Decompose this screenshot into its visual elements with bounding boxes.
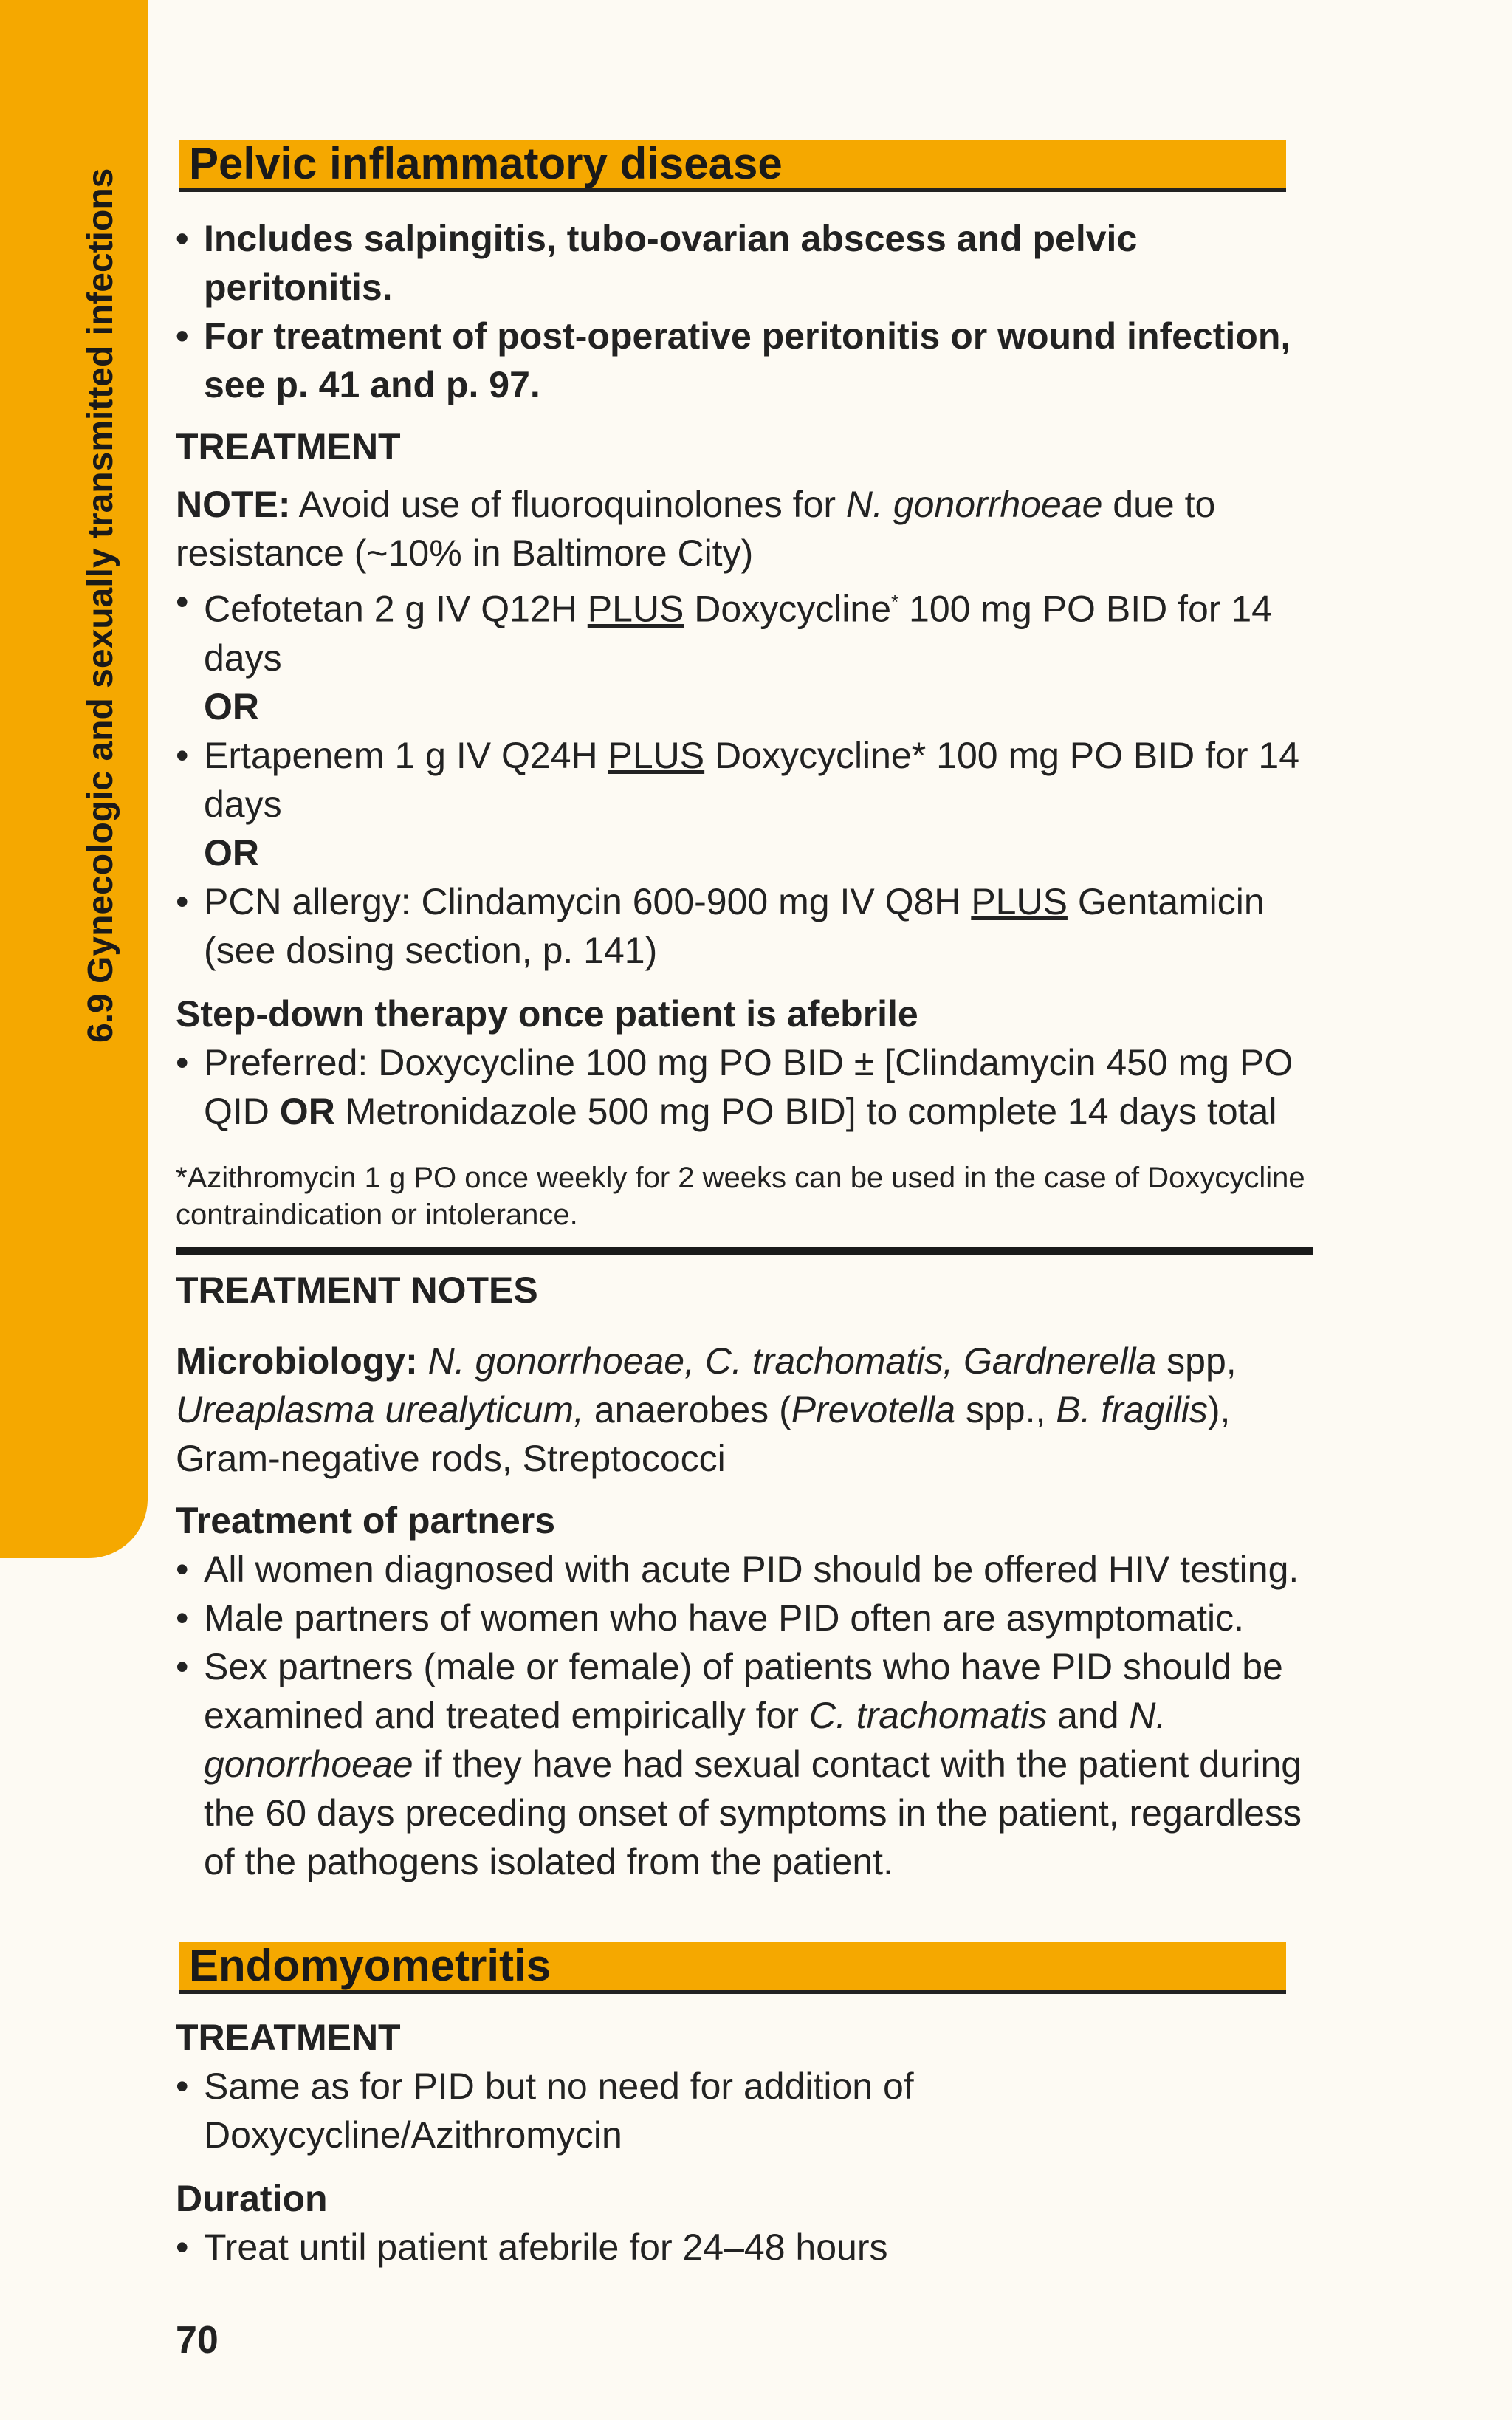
stepdown-text: Metronidazole 500 mg PO BID] to complete 14 days total xyxy=(334,1090,1277,1132)
page-number: 70 xyxy=(176,2319,219,2362)
microbiology-text: ), Gram-negative rods, Streptococci xyxy=(176,1388,1231,1479)
pid-intro-list xyxy=(176,214,1327,409)
stepdown-text: Preferred: Doxycycline 100 mg PO BID ± [Clindamycin 450 mg PO QID xyxy=(204,1041,1293,1132)
page-content xyxy=(176,140,1327,2272)
treatment-notes-heading: TREATMENT NOTES xyxy=(176,1269,538,1311)
list-item: • Includes salpingitis, tubo-ovarian abscess and pelvic peritonitis. xyxy=(176,214,1327,312)
pid-note xyxy=(176,480,1327,577)
regimen-text: Gentamicin (see dosing section, p. 141) xyxy=(204,880,1265,971)
note-label: NOTE: xyxy=(176,484,291,525)
list-item: • Treat until patient afebrile for 24–48 hours xyxy=(176,2223,1327,2272)
regimen-text: Cefotetan 2 g IV Q12H xyxy=(204,588,588,630)
endo-treatment-heading: TREATMENT xyxy=(176,2016,401,2058)
endo-section-heading: Endomyometritis xyxy=(179,1942,1286,1994)
organism: Prevotella xyxy=(791,1388,956,1430)
duration-heading: Duration xyxy=(176,2177,328,2219)
regimen-text: Ertapenem 1 g IV Q24H xyxy=(204,734,608,776)
pid-regimen-list xyxy=(176,577,1327,682)
note-organism: N. gonorrhoeae xyxy=(845,484,1103,525)
organism: B. fragilis xyxy=(1056,1388,1208,1430)
duration-list xyxy=(176,2223,1327,2272)
regimen-text: Doxycycline* 100 mg PO BID for 14 days xyxy=(204,734,1300,825)
pid-treatment-heading: TREATMENT xyxy=(176,426,401,467)
list-item xyxy=(176,1642,1313,1886)
pid-regimen-list xyxy=(176,877,1327,975)
or-separator: OR xyxy=(204,832,259,874)
side-tab-label: 6.9 Gynecologic and sexually transmitted infections xyxy=(81,168,120,1043)
pid-section-heading: Pelvic inflammatory disease xyxy=(179,140,1286,192)
regimen-ertapenem xyxy=(176,731,1327,829)
microbiology-text: anaerobes ( xyxy=(583,1388,791,1430)
endo-treatment-list xyxy=(176,2062,1327,2159)
microbiology xyxy=(176,1337,1313,1483)
note-text: Avoid use of fluoroquinolones for xyxy=(290,484,846,525)
partners-text: Sex partners (male or female) of patients who have PID should be examined and treated empirically for xyxy=(204,1645,1283,1736)
list-item: • For treatment of post-operative peritonitis or wound infection, see p. 41 and p. 97. xyxy=(176,312,1327,409)
organism: N. gonorrhoeae xyxy=(204,1694,1166,1785)
partners-list xyxy=(176,1545,1313,1886)
footnote-marker: * xyxy=(891,591,899,613)
or-separator: OR xyxy=(204,685,259,727)
stepdown-heading: Step-down therapy once patient is afebrile xyxy=(176,993,918,1035)
regimen-text: Doxycycline xyxy=(684,588,892,630)
or-label: OR xyxy=(279,1090,335,1132)
stepdown-list xyxy=(176,1038,1327,1136)
stepdown-item xyxy=(176,1038,1327,1136)
regimen-text: 100 mg PO BID for 14 days xyxy=(204,588,1272,679)
partners-text: if they have had sexual contact with the patient during the 60 days preceding onset of symptoms in the patient, regardless of the pathogens isolated from the patient. xyxy=(204,1743,1302,1882)
list-item: • Male partners of women who have PID often are asymptomatic. xyxy=(176,1594,1313,1642)
microbiology-text: spp., xyxy=(955,1388,1056,1430)
regimen-pcn-allergy xyxy=(176,877,1327,975)
regimen-cefotetan xyxy=(176,577,1327,682)
plus-label: PLUS xyxy=(587,588,684,630)
list-item: • All women diagnosed with acute PID should be offered HIV testing. xyxy=(176,1545,1313,1594)
side-tab xyxy=(0,0,148,1558)
organism: Ureaplasma urealyticum, xyxy=(176,1388,584,1430)
footnote: *Azithromycin 1 g PO once weekly for 2 weeks can be used in the case of Doxycycline contraindication or intolerance. xyxy=(176,1161,1305,1231)
pid-regimen-list xyxy=(176,731,1327,829)
microbiology-text: spp, xyxy=(1156,1340,1237,1382)
note-text: due to resistance (~10% in Baltimore City) xyxy=(176,484,1216,574)
organism: C. trachomatis xyxy=(808,1694,1048,1736)
partners-heading: Treatment of partners xyxy=(176,1499,556,1541)
list-item: • Same as for PID but no need for addition of Doxycycline/Azithromycin xyxy=(176,2062,1327,2159)
section-divider xyxy=(176,1247,1313,1255)
microbiology-label: Microbiology: xyxy=(176,1340,418,1382)
plus-label: PLUS xyxy=(971,880,1068,922)
partners-text: and xyxy=(1047,1694,1130,1736)
organism: N. gonorrhoeae, C. trachomatis, Gardnerella xyxy=(417,1340,1157,1382)
regimen-text: PCN allergy: Clindamycin 600-900 mg IV Q8H xyxy=(204,880,972,922)
plus-label: PLUS xyxy=(608,734,705,776)
